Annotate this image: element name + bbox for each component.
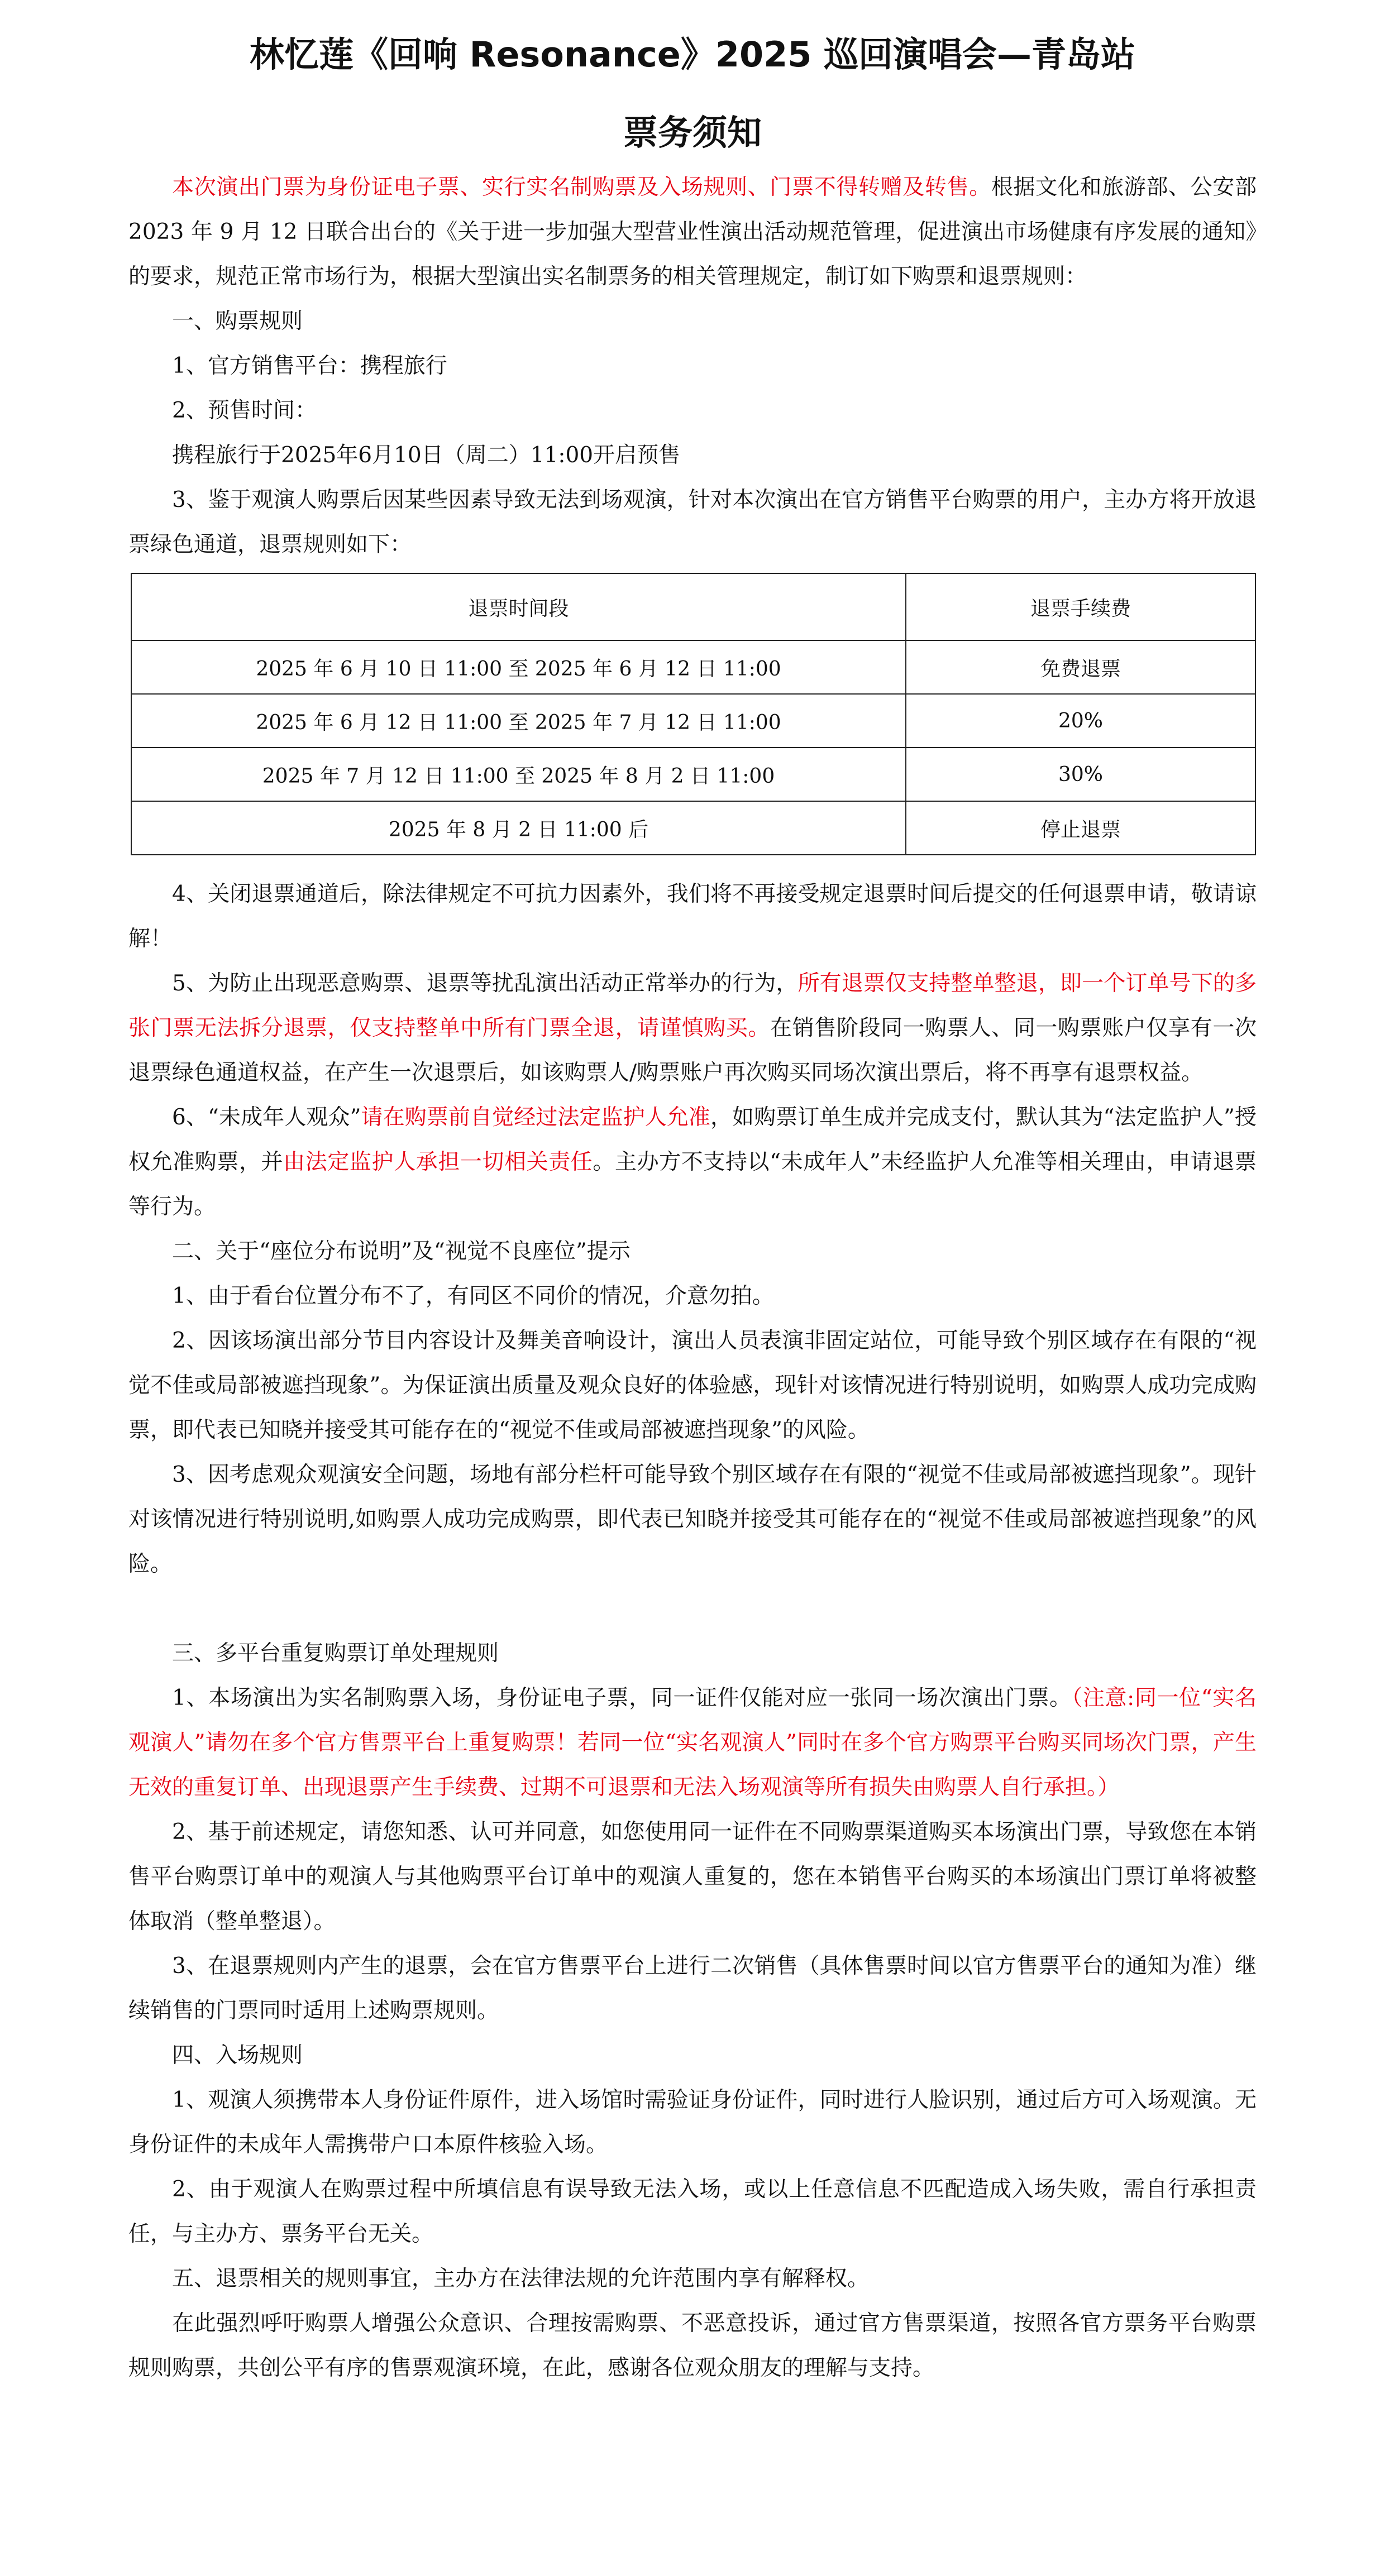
refund-channel-text: 3、鉴于观演人购票后因某些因素导致无法到场观演，针对本次演出在官方销售平台购票的用户，主办方将开放退票绿色通道，退票规则如下： bbox=[128, 487, 1257, 557]
table-header-row bbox=[131, 573, 1255, 640]
section-2-item-2: 2、因该场演出部分节目内容设计及舞美音响设计，演出人员表演非固定站位，可能导致个别区域存在有限的“视觉不佳或局部被遮挡现象”。为保证演出质量及观众良好的体验感，现针对该情况进行特别说明，如购票人成功完成购票，即代表已知晓并接受其可能存在的“视觉不佳或局部被遮挡现象”的风险。 bbox=[128, 1328, 1257, 1443]
refund-table bbox=[131, 573, 1256, 855]
table-header: 退票时间段 bbox=[131, 573, 906, 640]
section-3-item-1 bbox=[128, 1676, 1257, 1810]
item-5-text-rest: 在销售阶段同一购票人、同一购票账户仅享有一次退票绿色通道权益，在产生一次退票后，如该购票人/购票账户再次购买同场次演出票后，将不再享有退票权益。 bbox=[128, 1016, 1257, 1085]
item-5-red-text: 所有退票仅支持整单整退，即一个订单号下的多张门票无法拆分退票，仅支持整单中所有门票全退，请谨慎购买。 bbox=[128, 971, 1257, 1041]
section-2-item-3: 3、因考虑观众观演安全问题，场地有部分栏杆可能导致个别区域存在有限的“视觉不佳或局部被遮挡现象”。现针对该情况进行特别说明,如购票人成功完成购票，即代表已知晓并接受其可能存在的“视觉不佳或局部被遮挡现象”的风险。 bbox=[128, 1462, 1257, 1577]
table-row bbox=[131, 748, 1255, 801]
table-cell: 20% bbox=[906, 694, 1255, 748]
section-1-heading: 一、购票规则 bbox=[172, 309, 303, 334]
item-6-red-text-2: 由法定监护人承担一切相关责任 bbox=[283, 1150, 593, 1175]
section-3-item-1-text: 1、本场演出为实名制购票入场，身份证电子票，同一证件仅能对应一张同一场次演出门票。 bbox=[172, 1686, 1072, 1711]
item-6-red-text: 请在购票前自觉经过法定监护人允准 bbox=[361, 1105, 710, 1130]
table-cell: 30% bbox=[906, 748, 1255, 801]
section-5-heading: 五、退票相关的规则事宜，主办方在法律法规的允许范围内享有解释权。 bbox=[172, 2266, 870, 2291]
sales-platform-label: 1、官方销售平台： bbox=[172, 353, 360, 379]
table-row bbox=[131, 640, 1255, 694]
item-5-text: 5、为防止出现恶意购票、退票等扰乱演出活动正常举办的行为， bbox=[172, 971, 798, 996]
section-3-item-3: 3、在退票规则内产生的退票，会在官方售票平台上进行二次销售（具体售票时间以官方售票平台的通知为准）继续销售的门票同时适用上述购票规则。 bbox=[128, 1953, 1257, 2023]
notice-body bbox=[128, 165, 1257, 2391]
closing-paragraph: 在此强烈呼吁购票人增强公众意识、合理按需购票、不恶意投诉，通过官方售票渠道，按照各官方票务平台购票规则购票，共创公平有序的售票观演环境，在此，感谢各位观众朋友的理解与支持。 bbox=[128, 2311, 1257, 2381]
intro-red-text: 本次演出门票为身份证电子票、实行实名制购票及入场规则、门票不得转赠及转售。 bbox=[172, 175, 991, 200]
table-row bbox=[131, 694, 1255, 748]
section-3-item-1-red-text: （注意:同一位“实名观演人”请勿在多个官方售票平台上重复购票！若同一位“实名观演人”同时在多个官方购票平台购买同场次门票，产生无效的重复订单、出现退票产生手续费、过期不可退票和无法入场观演等所有损失由购票人自行承担。） bbox=[128, 1686, 1257, 1800]
intro-text: 根据文化和旅游部、公安部 2023 年 9 月 12 日联合出台的《关于进一步加强大型营业性演出活动规范管理，促进演出市场健康有序发展的通知》的要求，规范正常市场行为，根据大型演出实名制票务的相关管理规定，制订如下购票和退票规则： bbox=[128, 175, 1257, 289]
table-cell: 2025 年 7 月 12 日 11:00 至 2025 年 8 月 2 日 11:00 bbox=[131, 748, 906, 801]
item-6-text-mid: ，如购票订单生成并完成支付，默认其为“法定监护人”授权允准购票，并 bbox=[128, 1105, 1257, 1175]
table-row bbox=[131, 801, 1255, 855]
section-2-item-1: 1、由于看台位置分布不了，有同区不同价的情况，介意勿拍。 bbox=[172, 1284, 774, 1309]
table-cell: 2025 年 8 月 2 日 11:00 后 bbox=[131, 801, 906, 855]
table-header: 退票手续费 bbox=[906, 573, 1255, 640]
intro-paragraph bbox=[128, 165, 1257, 299]
table-cell: 2025 年 6 月 12 日 11:00 至 2025 年 7 月 12 日 11:00 bbox=[131, 694, 906, 748]
spacer bbox=[128, 1587, 1257, 1631]
section-3-item-2: 2、基于前述规定，请您知悉、认可并同意，如您使用同一证件在不同购票渠道购买本场演出门票，导致您在本销售平台购票订单中的观演人与其他购票平台订单中的观演人重复的，您在本销售平台购买的本场演出门票订单将被整体取消（整单整退）。 bbox=[128, 1820, 1257, 1934]
presale-time-label: 2、预售时间： bbox=[172, 398, 317, 423]
item-6-paragraph bbox=[128, 1095, 1257, 1229]
section-2-heading: 二、关于“座位分布说明”及“视觉不良座位”提示 bbox=[172, 1239, 631, 1264]
section-4-heading: 四、入场规则 bbox=[172, 2043, 303, 2068]
table-cell: 停止退票 bbox=[906, 801, 1255, 855]
sales-platform-value: 携程旅行 bbox=[360, 353, 447, 379]
table-cell: 免费退票 bbox=[906, 640, 1255, 694]
item-6-text: 6、“未成年人观众” bbox=[172, 1105, 361, 1130]
item-6-text-end: 。主办方不支持以“未成年人”未经监护人允准等相关理由，申请退票等行为。 bbox=[128, 1150, 1257, 1219]
section-4-item-1: 1、观演人须携带本人身份证件原件，进入场馆时需验证身份证件，同时进行人脸识别，通过后方可入场观演。无身份证件的未成年人需携带户口本原件核验入场。 bbox=[128, 2087, 1257, 2157]
page-title: 林忆莲《回响 Resonance》2025 巡回演唱会—青岛站 bbox=[250, 34, 1135, 75]
item-4-paragraph: 4、关闭退票通道后，除法律规定不可抗力因素外，我们将不再接受规定退票时间后提交的任何退票申请，敬请谅解！ bbox=[128, 882, 1257, 951]
section-3-heading: 三、多平台重复购票订单处理规则 bbox=[172, 1641, 499, 1666]
page-subtitle: 票务须知 bbox=[623, 112, 762, 153]
table-cell: 2025 年 6 月 10 日 11:00 至 2025 年 6 月 12 日 11:00 bbox=[131, 640, 906, 694]
sales-platform bbox=[128, 344, 1257, 389]
presale-time-value: 携程旅行于2025年6月10日（周二）11:00开启预售 bbox=[172, 443, 681, 468]
item-5-paragraph bbox=[128, 961, 1257, 1095]
section-4-item-2: 2、由于观演人在购票过程中所填信息有误导致无法入场，或以上任意信息不匹配造成入场失败，需自行承担责任，与主办方、票务平台无关。 bbox=[128, 2177, 1257, 2247]
